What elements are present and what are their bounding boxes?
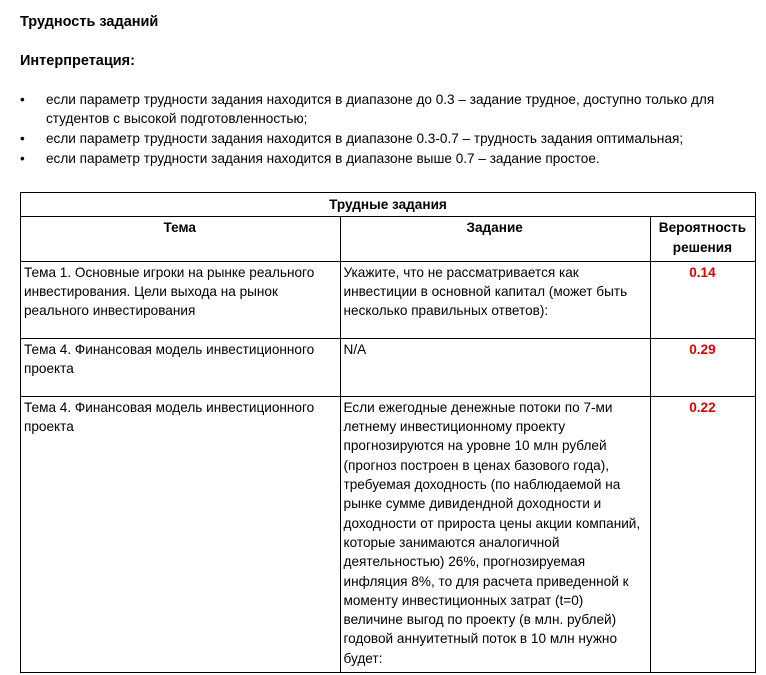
interpretation-list: [20, 90, 750, 169]
table-row: [21, 396, 756, 672]
list-item: [20, 90, 750, 128]
bullet-icon: •: [20, 92, 25, 107]
header-probability: Вероятность решения: [650, 217, 755, 262]
bullet-icon: •: [20, 151, 25, 166]
cell-task: Если ежегодные денежные потоки по 7-ми летнему инвестиционному проекту прогнозируются на уровне 10 млн рублей (прогноз построен в ценах базового года), требуемая доходность (по наблюдаемой на рынке сумме дивидендной доходности и доходности от прироста цены акции компаний, которые занимаются аналогичной деятельностью) 26%, прогнозируемая инфляция 8%, то для расчета приведенной к моменту инвестиционных затрат (t=0) величине выгод по проекту (в млн. рублей) годовой аннуитетный поток в 10 млн нужно будет:: [340, 396, 650, 672]
list-item-text: если параметр трудности задания находится в диапазоне выше 0.7 – задание простое.: [46, 151, 600, 166]
cell-probability: 0.14: [650, 261, 755, 338]
cell-probability: 0.22: [650, 396, 755, 672]
page-title: Трудность заданий: [20, 14, 159, 30]
header-topic: Тема: [21, 217, 341, 262]
cell-task: Укажите, что не рассматривается как инвестиции в основной капитал (может быть несколько правильных ответов):: [340, 261, 650, 338]
list-item: [20, 149, 750, 168]
interpretation-heading: Интерпретация:: [20, 53, 135, 69]
table-row: [21, 261, 756, 338]
table-caption: Трудные задания: [21, 193, 756, 217]
cell-topic: Тема 4. Финансовая модель инвестиционного проекта: [21, 338, 341, 396]
cell-topic: Тема 4. Финансовая модель инвестиционного проекта: [21, 396, 341, 672]
cell-probability: 0.29: [650, 338, 755, 396]
list-item-text: если параметр трудности задания находится в диапазоне до 0.3 – задание трудное, доступно только для студентов с высокой подготовленностью;: [46, 92, 715, 126]
cell-topic: Тема 1. Основные игроки на рынке реального инвестирования. Цели выхода на рынок реального инвестирования: [21, 261, 341, 338]
list-item: [20, 129, 750, 148]
difficult-tasks-table: [20, 192, 756, 673]
table-row: [21, 338, 756, 396]
table-header-row: [21, 217, 756, 262]
bullet-icon: •: [20, 131, 25, 146]
cell-task: N/A: [340, 338, 650, 396]
header-task: Задание: [340, 217, 650, 262]
list-item-text: если параметр трудности задания находится в диапазоне 0.3-0.7 – трудность задания оптимальная;: [46, 131, 684, 146]
